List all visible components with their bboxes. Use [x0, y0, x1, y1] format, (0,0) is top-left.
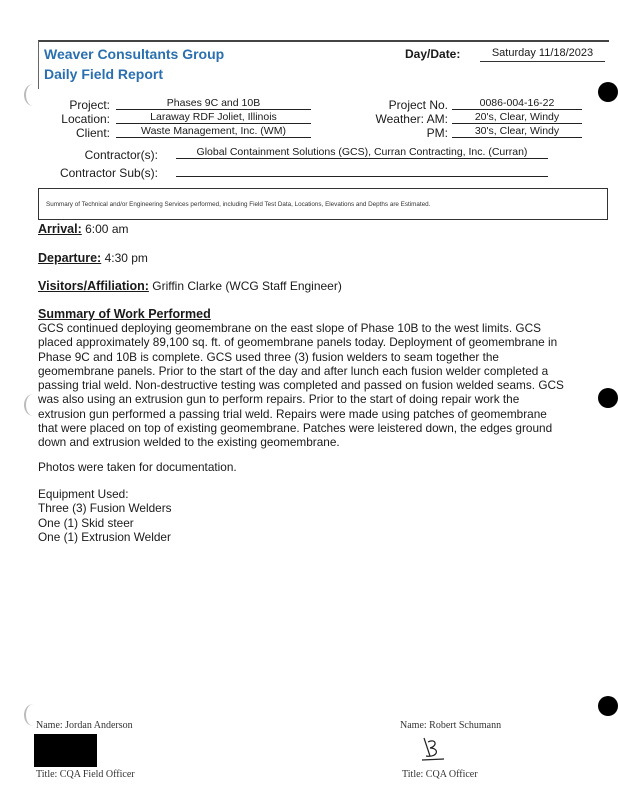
departure-row — [38, 251, 148, 265]
photos-note: Photos were taken for documentation. — [38, 460, 237, 474]
company-name: Weaver Consultants Group — [44, 46, 225, 62]
contractor-subs-value — [176, 164, 548, 177]
right-signer-name: Name: Robert Schumann — [400, 720, 502, 731]
departure-label: Departure: — [38, 251, 102, 265]
work-line: passing trial weld. Non-destructive testing was completed and passed on fusion welded seams. GCS — [38, 378, 564, 393]
visitors-value: Griffin Clarke (WCG Staff Engineer) — [152, 279, 342, 293]
right-signer-title: Title: CQA Officer — [402, 769, 478, 780]
summary-note: Summary of Technical and/or Engineering Services performed, including Field Test Data, Locations, Elevations and Depths are Estimated. — [46, 201, 431, 208]
punch-hole — [598, 388, 618, 408]
contractor-subs-label: Contractor Sub(s): — [59, 166, 158, 180]
arrival-row — [38, 222, 128, 236]
location-value: Laraway RDF Joliet, Illinois — [116, 111, 311, 124]
left-signer-name: Name: Jordan Anderson — [36, 720, 133, 731]
binder-arc — [24, 394, 42, 416]
visitors-label: Visitors/Affiliation: — [38, 279, 149, 293]
arrival-label: Arrival: — [38, 222, 82, 236]
work-line: down and extrusion welded to the existing geomembrane. — [38, 435, 340, 450]
signature-scribble — [418, 734, 448, 764]
equipment-item: Three (3) Fusion Welders — [38, 501, 172, 516]
location-label: Location: — [61, 112, 110, 126]
departure-value: 4:30 pm — [104, 251, 148, 265]
equipment-item: One (1) Extrusion Welder — [38, 529, 171, 544]
binder-arc — [24, 704, 42, 726]
punch-hole — [598, 82, 618, 102]
client-value: Waste Management, Inc. (WM) — [116, 125, 311, 138]
punch-hole — [598, 696, 618, 716]
equipment-item: One (1) Skid steer — [38, 515, 134, 530]
work-heading: Summary of Work Performed — [38, 307, 211, 321]
equipment-block — [38, 487, 172, 544]
work-line: GCS continued deploying geomembrane on the east slope of Phase 10B to the west limits. GCS — [38, 321, 541, 335]
work-line: that were placed on top of existing geomembrane. Patches were leistered down, the edges ground — [38, 421, 553, 436]
work-line: extrusion gun performed a passing trial weld. Repairs were made using patches of geomembrane — [38, 406, 547, 421]
project-value: Phases 9C and 10B — [116, 97, 311, 110]
work-line: Phase 9C and 10B is complete. GCS used three (3) fusion welders to seam together the — [38, 349, 499, 364]
binder-arc — [24, 84, 42, 106]
day-date-label: Day/Date: — [405, 47, 461, 61]
visitors-row — [38, 279, 342, 293]
work-line: was also using an extrusion gun to perform repairs. Prior to the start of doing repair work the — [38, 392, 520, 407]
project-label: Project: — [69, 98, 110, 112]
weather-pm-value: 30's, Clear, Windy — [452, 125, 582, 138]
weather-pm-label: PM: — [426, 126, 448, 140]
report-title: Daily Field Report — [44, 66, 164, 82]
weather-am-value: 20's, Clear, Windy — [452, 111, 582, 124]
weather-am-label: Weather: AM: — [375, 112, 448, 126]
contractors-label: Contractor(s): — [84, 148, 158, 162]
arrival-value: 6:00 am — [85, 222, 129, 236]
left-signer-title: Title: CQA Field Officer — [36, 769, 135, 780]
work-paragraph — [38, 321, 564, 450]
day-date-value: Saturday 11/18/2023 — [480, 47, 605, 62]
work-line: placed approximately 89,100 sq. ft. of geomembrane panels today. Deployment of geomembrane in — [38, 335, 558, 350]
contractors-value: Global Containment Solutions (GCS), Curran Contracting, Inc. (Curran) — [176, 146, 548, 159]
work-line: geomembrane panels. Prior to the start of the day and after lunch each fusion welder completed a — [38, 363, 549, 378]
client-label: Client: — [75, 126, 110, 140]
project-no-label: Project No. — [388, 98, 448, 112]
redaction-block — [34, 734, 97, 767]
project-no-value: 0086-004-16-22 — [452, 97, 582, 110]
equipment-label: Equipment Used: — [38, 487, 129, 501]
